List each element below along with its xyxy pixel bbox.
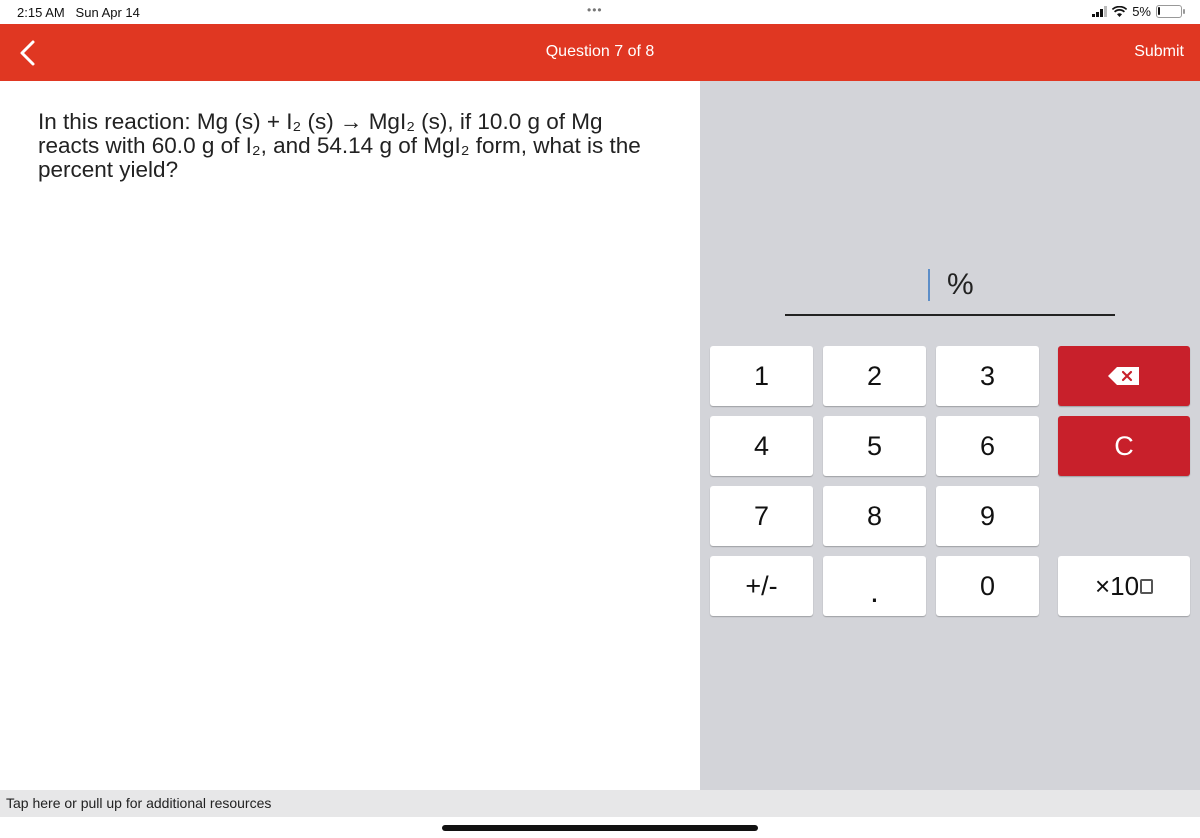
signal-icon — [1092, 6, 1107, 17]
status-bar — [0, 0, 1200, 24]
submit-button[interactable]: Submit — [1134, 43, 1184, 60]
battery-icon — [1156, 5, 1182, 18]
key-4[interactable]: 4 — [710, 416, 813, 476]
key-9[interactable]: 9 — [936, 486, 1039, 546]
exponent-placeholder-icon — [1140, 579, 1153, 594]
key-3[interactable]: 3 — [936, 346, 1039, 406]
backspace-icon — [1107, 366, 1141, 386]
clear-button[interactable]: C — [1058, 416, 1190, 476]
question-line-1: In this reaction: Mg (s) + I₂ (s) → MgI₂ (s), if 10.0 g of Mg — [38, 109, 603, 134]
status-time: 2:15 AM Sun Apr 14 — [17, 5, 140, 20]
home-indicator[interactable] — [442, 825, 758, 831]
decimal-point-button[interactable]: . — [823, 556, 926, 616]
question-line-3: percent yield? — [38, 157, 179, 182]
key-5[interactable]: 5 — [823, 416, 926, 476]
status-right — [1092, 4, 1182, 19]
resources-bar[interactable] — [0, 790, 1200, 817]
resources-label: Tap here or pull up for additional resources — [6, 795, 272, 811]
plus-minus-button[interactable]: +/- — [710, 556, 813, 616]
key-7[interactable]: 7 — [710, 486, 813, 546]
answer-unit: % — [947, 268, 974, 301]
question-counter: Question 7 of 8 — [545, 43, 655, 60]
wifi-icon — [1112, 6, 1127, 18]
key-6[interactable]: 6 — [936, 416, 1039, 476]
times-ten-label: ×10 — [1094, 570, 1140, 601]
battery-percent: 5% — [1132, 4, 1151, 19]
question-line-2: reacts with 60.0 g of I₂, and 54.14 g of MgI₂ form, what is the — [38, 133, 641, 158]
key-2[interactable]: 2 — [823, 346, 926, 406]
nav-bar — [0, 24, 1200, 81]
backspace-button[interactable] — [1058, 346, 1190, 406]
key-8[interactable]: 8 — [823, 486, 926, 546]
key-0[interactable]: 0 — [936, 556, 1039, 616]
times-ten-power-button[interactable] — [1058, 556, 1190, 616]
question-text — [38, 110, 678, 182]
calculator-pane — [700, 81, 1200, 790]
key-1[interactable]: 1 — [710, 346, 813, 406]
multitasking-dots-icon[interactable]: ••• — [587, 3, 603, 17]
answer-field[interactable] — [785, 266, 1115, 316]
text-cursor — [928, 269, 930, 301]
